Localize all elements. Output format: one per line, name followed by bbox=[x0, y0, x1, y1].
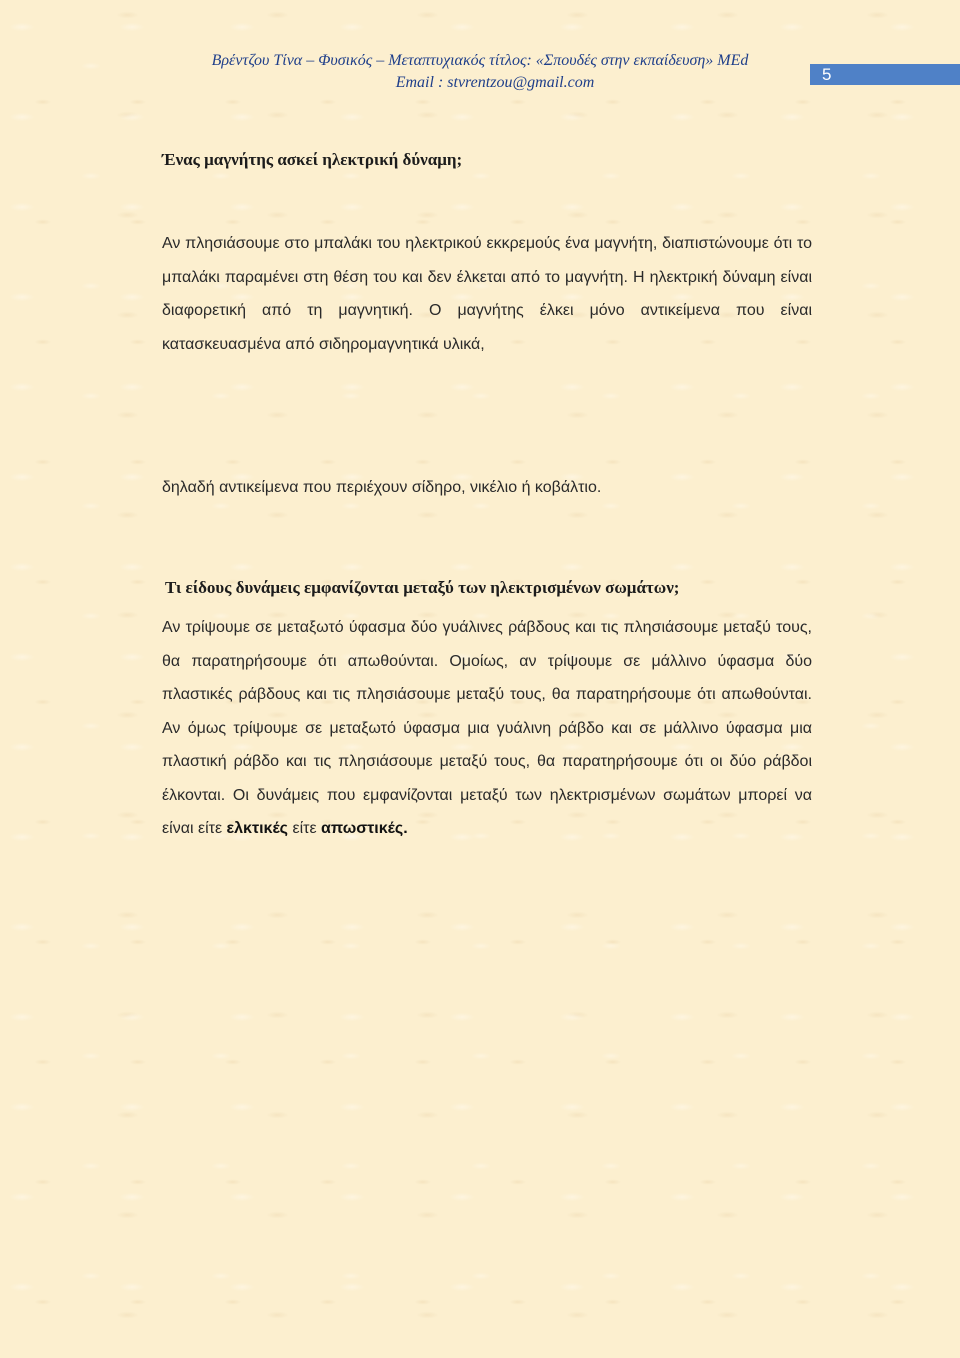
section1-tail-text: δηλαδή αντικείμενα που περιέχουν σίδηρο, νικέλιο ή κοβάλτιο. bbox=[162, 479, 602, 496]
section1-paragraph-tail bbox=[162, 471, 812, 505]
repulsive-term: απωστικές. bbox=[321, 820, 408, 837]
page-number-badge: 5 bbox=[810, 64, 960, 85]
section2-heading: Τι είδους δυνάμεις εμφανίζονται μεταξύ των ηλεκτρισμένων σωμάτων; bbox=[165, 578, 680, 597]
author-line: Βρέντζου Τίνα – Φυσικός – Μεταπτυχιακός τίτλος: «Σπουδές στην εκπαίδευση» MEd bbox=[211, 52, 749, 69]
section2-text: Αν τρίψουμε σε μεταξωτό ύφασμα δύο γυάλινες ράβδους και τις πλησιάσουμε μεταξύ τους, θα παρατηρήσουμε ότι απωθούνται. Ομοίως, αν τρίψουμε σε μάλλινο ύφασμα δύο πλαστικές ράβδους και τις πλησιάσουμε μεταξύ τους, θα παρατηρήσουμε ότι απωθούνται. Αν όμως τρίψουμε σε μεταξωτό ύφασμα μια γυάλινη ράβδο και σε μάλλινο ύφασμα μια πλαστική ράβδο και τις πλησιάσουμε μεταξύ τους, θα παρατηρήσουμε ότι οι δύο ράβδοι έλκονται. Οι δυνάμεις που εμφανίζονται μεταξύ των ηλεκτρισμένων σωμάτων μπορεί να είναι είτε bbox=[162, 619, 812, 837]
section1-paragraph bbox=[162, 227, 812, 361]
section1-text: Αν πλησιάσουμε στο μπαλάκι του ηλεκτρικού εκκρεμούς ένα μαγνήτη, διαπιστώνουμε ότι το μπαλάκι παραμένει στη θέση του και δεν έλκεται από το μαγνήτη. Η ηλεκτρική δύναμη είναι διαφορετική από τη μαγνητική. Ο μαγνήτης έλκει μόνο αντικείμενα που είναι κατασκευασμένα από σιδηρομαγνητικά υλικά, bbox=[162, 235, 812, 353]
attractive-term: ελκτικές bbox=[226, 820, 288, 837]
section1-heading: Ένας μαγνήτης ασκεί ηλεκτρική δύναμη; bbox=[162, 150, 463, 169]
email-line: Email : stvrentzou@gmail.com bbox=[395, 74, 595, 91]
connector-text: είτε bbox=[292, 820, 317, 837]
section2-paragraph bbox=[162, 611, 812, 846]
